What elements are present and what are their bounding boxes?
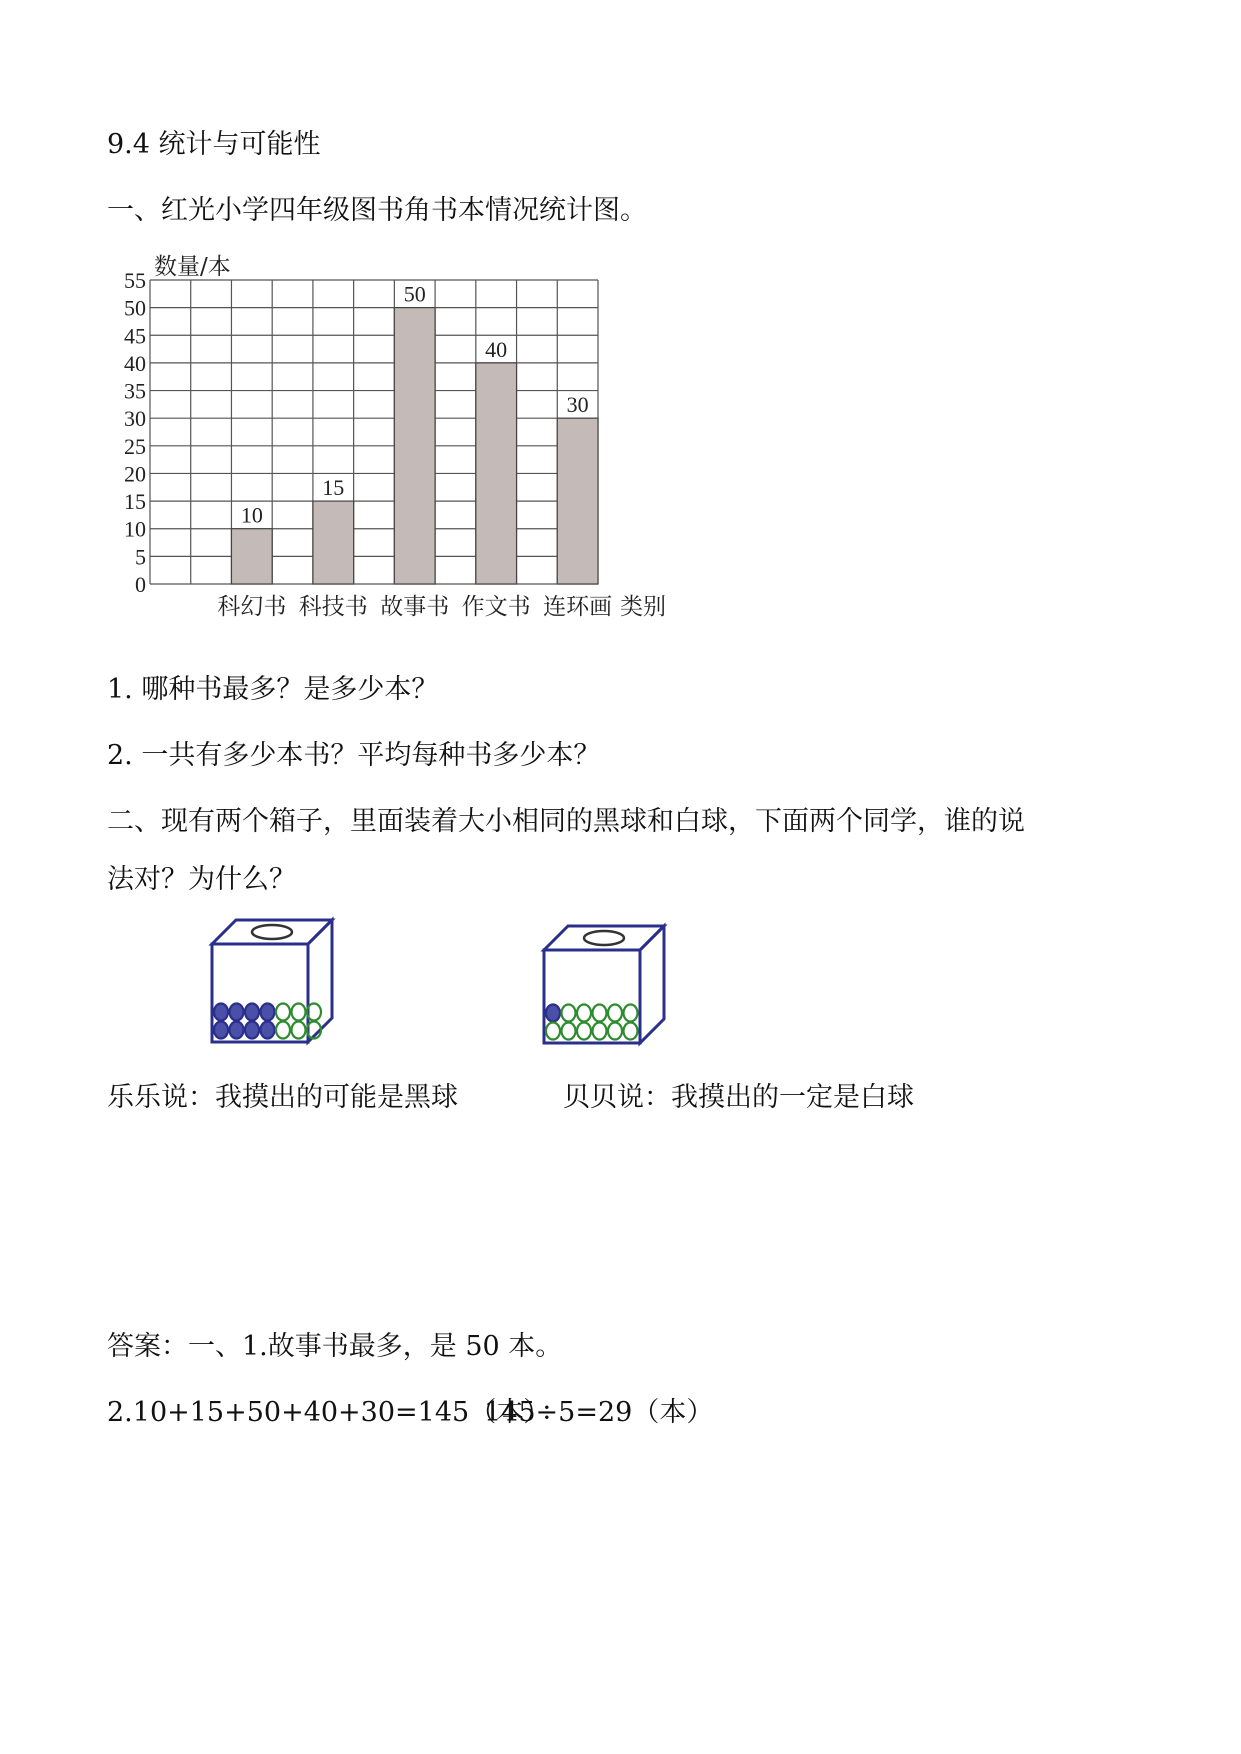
- black-ball: [214, 1022, 228, 1039]
- box-side-face: [640, 926, 664, 1043]
- data-label: 40: [485, 336, 508, 362]
- x-category-label: 科技书: [298, 594, 368, 620]
- white-ball: [577, 1005, 591, 1022]
- y-tick-label: 45: [124, 323, 146, 349]
- part2-heading-line2: 法对？为什么？: [107, 864, 296, 895]
- white-ball: [292, 1004, 306, 1021]
- box-lele: [208, 916, 348, 1050]
- white-ball: [624, 1023, 638, 1040]
- black-ball: [245, 1004, 259, 1021]
- box-top-face: [544, 926, 664, 950]
- data-label: 30: [566, 392, 589, 418]
- white-ball: [562, 1005, 576, 1022]
- bar: [557, 418, 598, 584]
- y-tick-label: 50: [124, 295, 146, 321]
- black-ball: [261, 1004, 275, 1021]
- y-tick-label: 35: [124, 378, 146, 404]
- question-2: 2. 一共有多少本书？平均每种书多少本？: [107, 740, 601, 771]
- x-category-label: 科幻书: [217, 594, 287, 620]
- black-ball: [230, 1004, 244, 1021]
- white-ball: [276, 1022, 290, 1039]
- part1-heading: 一、红光小学四年级图书角书本情况统计图。: [107, 195, 647, 226]
- answer-line-1: 答案：一、1.故事书最多，是 50 本。: [107, 1331, 563, 1362]
- white-ball: [608, 1023, 622, 1040]
- white-ball: [546, 1023, 560, 1040]
- x-category-label: 连环画: [543, 594, 613, 620]
- x-category-label: 故事书: [380, 594, 450, 620]
- caption-beibei: 贝贝说：我摸出的一定是白球: [563, 1082, 914, 1113]
- box-beibei: [540, 922, 680, 1051]
- section-title: 9.4 统计与可能性: [107, 129, 321, 160]
- bar: [231, 529, 272, 584]
- white-ball: [562, 1023, 576, 1040]
- white-ball: [593, 1005, 607, 1022]
- black-ball: [261, 1022, 275, 1039]
- bar-chart: [124, 254, 728, 692]
- data-label: 50: [403, 281, 426, 307]
- white-ball: [276, 1004, 290, 1021]
- white-ball: [292, 1022, 306, 1039]
- y-axis-label: 数量/本: [154, 254, 231, 280]
- y-tick-label: 5: [135, 544, 146, 570]
- y-tick-label: 30: [124, 406, 146, 432]
- black-ball: [214, 1004, 228, 1021]
- answer-line-2a: 2.10+15+50+40+30=145（本）: [107, 1397, 551, 1428]
- white-ball: [577, 1023, 591, 1040]
- y-tick-label: 0: [135, 572, 146, 597]
- data-label: 10: [240, 502, 263, 528]
- y-tick-label: 10: [124, 516, 146, 542]
- black-ball: [546, 1005, 560, 1022]
- bar: [394, 308, 435, 584]
- white-ball: [624, 1005, 638, 1022]
- y-tick-label: 55: [124, 268, 146, 293]
- bar: [476, 363, 517, 584]
- box-top-face: [212, 920, 332, 944]
- question-1: 1. 哪种书最多？是多少本？: [107, 674, 439, 705]
- x-axis-label: 类别: [620, 594, 666, 620]
- white-ball: [593, 1023, 607, 1040]
- y-tick-label: 15: [124, 489, 146, 515]
- data-label: 15: [322, 475, 345, 501]
- answer-line-2b: 145÷5=29（本）: [484, 1397, 714, 1428]
- box-opening: [252, 925, 292, 939]
- part2-heading-line1: 二、现有两个箱子，里面装着大小相同的黑球和白球，下面两个同学，谁的说: [107, 806, 1025, 837]
- black-ball: [230, 1022, 244, 1039]
- white-ball: [608, 1005, 622, 1022]
- x-category-label: 作文书: [461, 594, 531, 620]
- caption-lele: 乐乐说：我摸出的可能是黑球: [107, 1082, 458, 1113]
- bar-chart-svg: [124, 254, 728, 692]
- y-tick-label: 40: [124, 350, 146, 376]
- box-opening: [584, 931, 624, 945]
- y-tick-label: 20: [124, 461, 146, 487]
- bar: [313, 501, 354, 584]
- y-tick-label: 25: [124, 433, 146, 459]
- black-ball: [245, 1022, 259, 1039]
